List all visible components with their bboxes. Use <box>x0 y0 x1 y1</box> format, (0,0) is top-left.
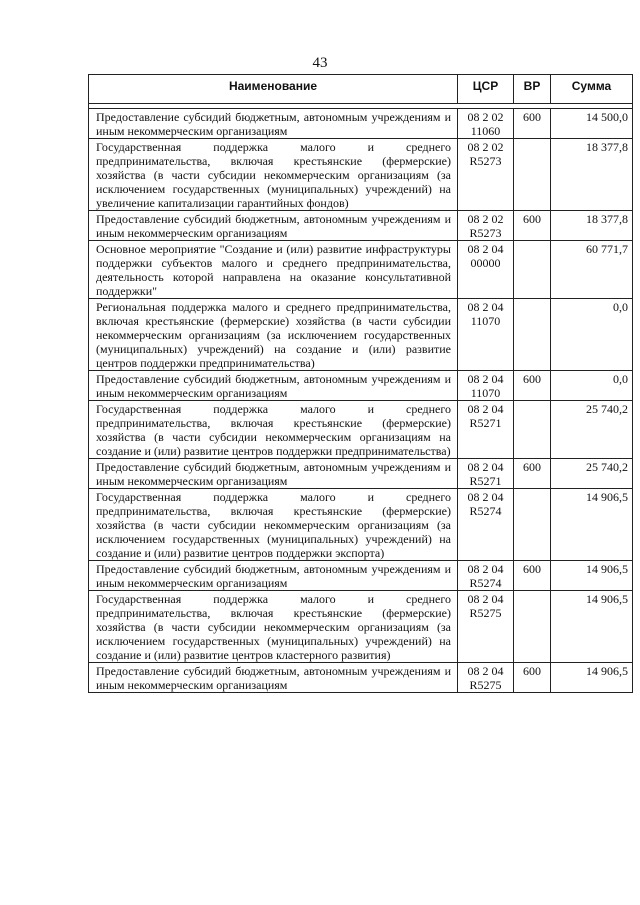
row-vr: 600 <box>514 211 551 241</box>
row-sum: 25 740,2 <box>551 401 633 459</box>
column-header-sum: Сумма <box>551 75 633 104</box>
row-csr <box>458 591 514 663</box>
row-csr <box>458 459 514 489</box>
row-csr-program: 08 2 02 <box>467 110 504 124</box>
row-csr-direction: 00000 <box>470 256 501 270</box>
row-csr-program: 08 2 04 <box>467 592 504 606</box>
row-csr-direction: R5271 <box>469 474 502 488</box>
row-name: Государственная поддержка малого и среднего предпринимательства, включая крестьянские (фермерские) хозяйства (в части субсидии некоммерческим организациям (за исключением государственных (муниципальных) учреждений) на создание и (или) развитие центров кластерного развития) <box>89 591 458 663</box>
row-csr-program: 08 2 04 <box>467 460 504 474</box>
row-csr-program: 08 2 04 <box>467 562 504 576</box>
row-csr-direction: 11060 <box>470 124 501 138</box>
row-vr: 600 <box>514 109 551 139</box>
table-header-row <box>89 75 633 104</box>
table-row <box>89 371 633 401</box>
row-sum: 14 500,0 <box>551 109 633 139</box>
row-vr <box>514 489 551 561</box>
table-row <box>89 663 633 693</box>
row-vr: 600 <box>514 459 551 489</box>
row-csr <box>458 299 514 371</box>
row-name: Основное мероприятие "Создание и (или) развитие инфраструктуры поддержки субъектов малого и среднего предпринимательства, деятельность которой направлена на оказание консультативной поддержки" <box>89 241 458 299</box>
row-csr-direction: R5274 <box>469 504 502 518</box>
row-csr-direction: R5275 <box>469 606 502 620</box>
row-csr-direction: R5273 <box>469 154 502 168</box>
row-name: Предоставление субсидий бюджетным, автономным учреждениям и иным некоммерческим организациям <box>89 371 458 401</box>
row-csr-direction: R5273 <box>469 226 502 240</box>
row-sum: 18 377,8 <box>551 211 633 241</box>
table-row <box>89 561 633 591</box>
row-vr <box>514 401 551 459</box>
row-csr <box>458 211 514 241</box>
row-csr-program: 08 2 02 <box>467 212 504 226</box>
row-csr <box>458 561 514 591</box>
row-csr-program: 08 2 04 <box>467 372 504 386</box>
row-name: Предоставление субсидий бюджетным, автономным учреждениям и иным некоммерческим организациям <box>89 561 458 591</box>
row-name: Государственная поддержка малого и среднего предпринимательства, включая крестьянские (фермерские) хозяйства (в части субсидии некоммерческим организациям (за исключением государственных (муниципальных) учреждений) на увеличение капитализации гарантийных фондов) <box>89 139 458 211</box>
row-name: Государственная поддержка малого и среднего предпринимательства, включая крестьянские (фермерские) хозяйства (в части субсидии некоммерческим организациям на создание и (или) развитие центров поддержки предпринимательства) <box>89 401 458 459</box>
row-name: Государственная поддержка малого и среднего предпринимательства, включая крестьянские (фермерские) хозяйства (в части субсидии некоммерческим организациям (за исключением государственных (муниципальных) учреждений) на создание и (или) развитие центров поддержки экспорта) <box>89 489 458 561</box>
row-csr <box>458 109 514 139</box>
row-sum: 25 740,2 <box>551 459 633 489</box>
row-csr-direction: 11070 <box>470 386 501 400</box>
table-row <box>89 489 633 561</box>
table-row <box>89 299 633 371</box>
row-name: Предоставление субсидий бюджетным, автономным учреждениям и иным некоммерческим организациям <box>89 663 458 693</box>
row-vr <box>514 591 551 663</box>
row-csr-program: 08 2 04 <box>467 664 504 678</box>
row-csr <box>458 371 514 401</box>
table-row <box>89 401 633 459</box>
row-vr <box>514 299 551 371</box>
row-name: Предоставление субсидий бюджетным, автономным учреждениям и иным некоммерческим организациям <box>89 459 458 489</box>
table-row <box>89 211 633 241</box>
row-csr <box>458 401 514 459</box>
row-sum: 14 906,5 <box>551 663 633 693</box>
row-csr-direction: R5274 <box>469 576 502 590</box>
row-sum: 14 906,5 <box>551 489 633 561</box>
table-row <box>89 459 633 489</box>
row-csr <box>458 489 514 561</box>
row-vr: 600 <box>514 371 551 401</box>
column-header-name: Наименование <box>89 75 458 104</box>
row-csr-program: 08 2 02 <box>467 140 504 154</box>
row-sum: 14 906,5 <box>551 561 633 591</box>
row-name: Предоставление субсидий бюджетным, автономным учреждениям и иным некоммерческим организациям <box>89 211 458 241</box>
row-sum: 0,0 <box>551 371 633 401</box>
row-csr-program: 08 2 04 <box>467 402 504 416</box>
page-number: 43 <box>312 55 328 71</box>
row-csr <box>458 663 514 693</box>
row-vr <box>514 139 551 211</box>
row-sum: 14 906,5 <box>551 591 633 663</box>
table-row <box>89 241 633 299</box>
row-csr-direction: R5271 <box>469 416 502 430</box>
row-name: Предоставление субсидий бюджетным, автономным учреждениям и иным некоммерческим организациям <box>89 109 458 139</box>
row-vr <box>514 241 551 299</box>
row-sum: 18 377,8 <box>551 139 633 211</box>
table-row <box>89 591 633 663</box>
row-vr: 600 <box>514 561 551 591</box>
table-row <box>89 109 633 139</box>
row-csr <box>458 241 514 299</box>
column-header-csr: ЦСР <box>458 75 514 104</box>
row-csr-direction: 11070 <box>470 314 501 328</box>
table-row <box>89 139 633 211</box>
row-csr-program: 08 2 04 <box>467 242 504 256</box>
row-csr <box>458 139 514 211</box>
row-csr-direction: R5275 <box>469 678 502 692</box>
row-vr: 600 <box>514 663 551 693</box>
row-name: Региональная поддержка малого и среднего предпринимательства, включая крестьянские (фермерские) хозяйства (в части субсидии некоммерческим организациям (за исключением государственных (муниципальных) учреждений) на создание и (или) развитие центров поддержки предпринимательства) <box>89 299 458 371</box>
column-header-vr: ВР <box>514 75 551 104</box>
row-sum: 0,0 <box>551 299 633 371</box>
row-csr-program: 08 2 04 <box>467 300 504 314</box>
row-csr-program: 08 2 04 <box>467 490 504 504</box>
budget-table <box>88 74 633 693</box>
row-sum: 60 771,7 <box>551 241 633 299</box>
